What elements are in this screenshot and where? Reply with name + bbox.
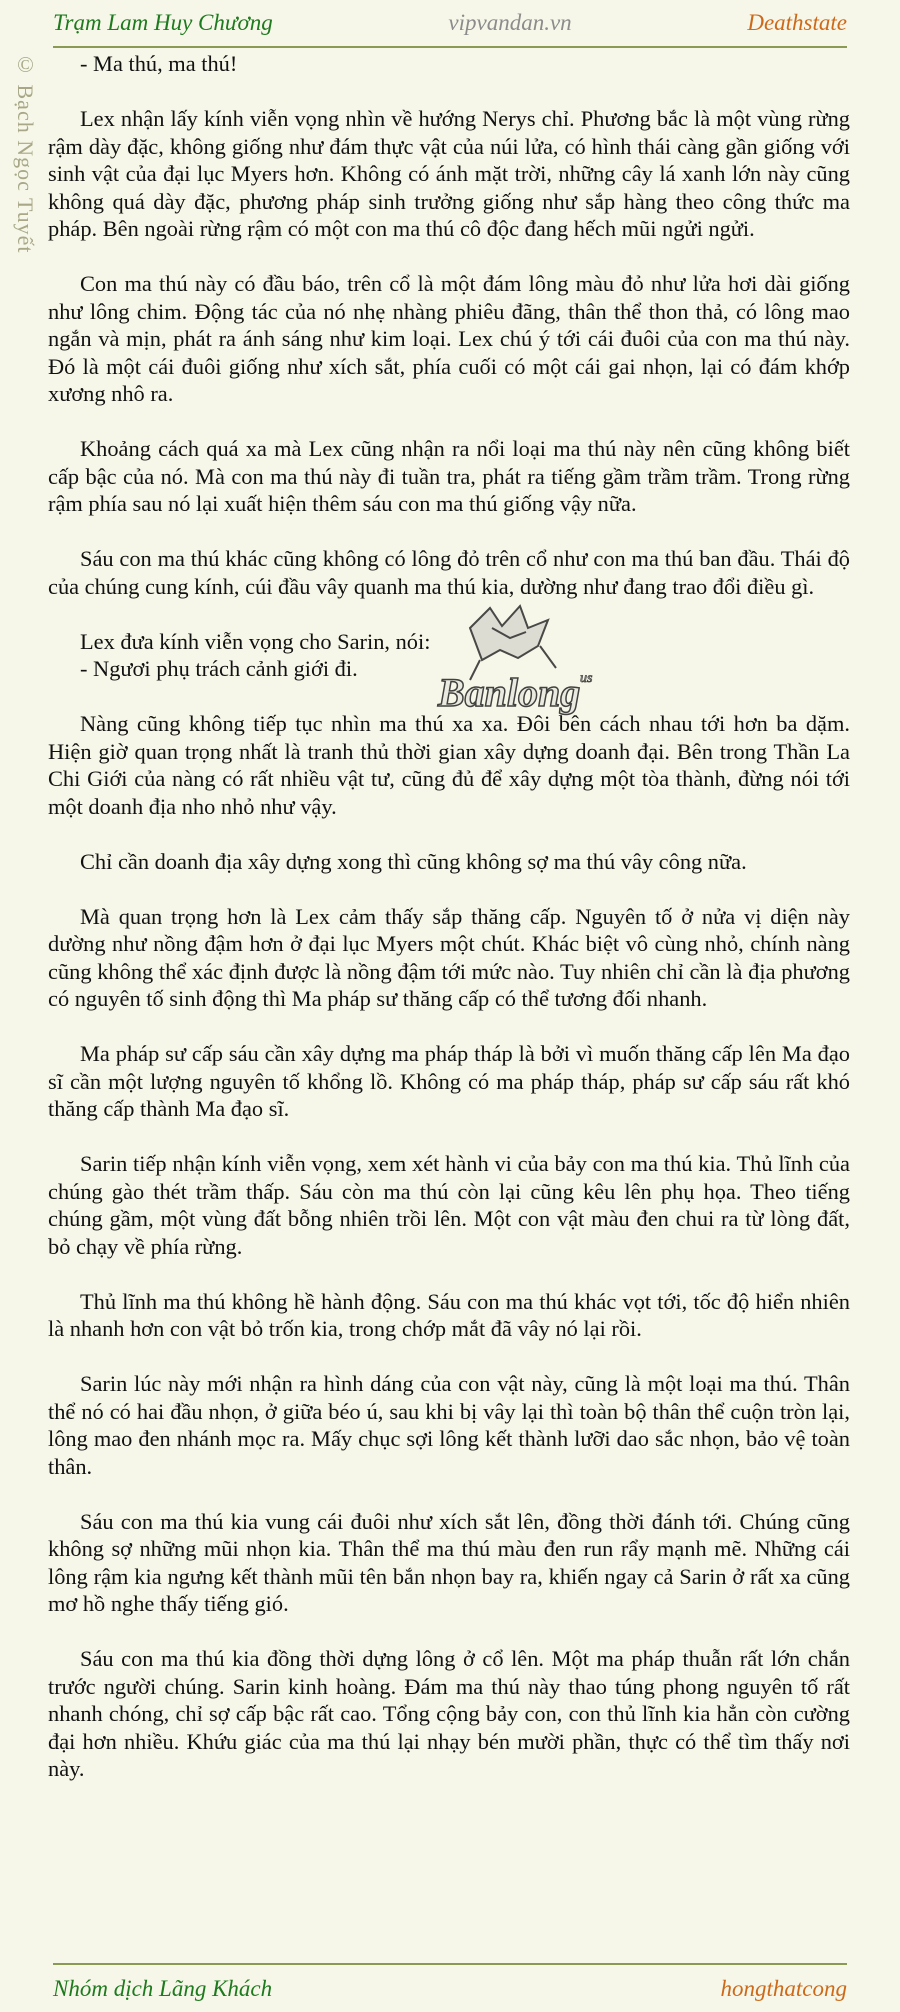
paragraph: Nàng cũng không tiếp tục nhìn ma thú xa xa. Đôi bên cách nhau tới hơn ba dặm. Hiện giờ quan trọng nhất là tranh thủ thời gian xây dựng doanh đại. Bên trong Thần La Chi Giới của nàng có rất nhiều vật tư, cũng đủ để xây dựng một tòa thành, đừng nói tới một doanh địa nho nhỏ như vậy. (48, 711, 850, 819)
watermark-superscript: us (580, 671, 593, 686)
paragraph: Chỉ cần doanh địa xây dựng xong thì cũng không sợ ma thú vây công nữa. (80, 848, 747, 874)
banlong-watermark-logo (430, 598, 600, 738)
footer-editor: hongthatcong (720, 1975, 847, 2001)
paragraph: Sarin tiếp nhận kính viễn vọng, xem xét hành vi của bảy con ma thú kia. Thủ lĩnh của chúng gào thét trầm thấp. Sáu còn ma thú còn lại cũng kêu lên phụ họa. Theo tiếng chúng gầm, một vùng đất bỗng nhiên trồi lên. Một con vật màu đen chui ra từ lòng đất, bỏ chạy về phía rừng. (48, 1151, 850, 1259)
paragraph: Khoảng cách quá xa mà Lex cũng nhận ra nổi loại ma thú này nên cũng không biết cấp bậc của nó. Mà con ma thú này đi tuần tra, phát ra tiếng gầm trầm trầm. Trong rừng rậm phía sau nó lại xuất hiện thêm sáu con ma thú giống vậy nữa. (48, 436, 850, 516)
chapter-body (48, 50, 850, 1810)
paragraph: Ma pháp sư cấp sáu cần xây dựng ma pháp tháp là bởi vì muốn thăng cấp lên Ma đạo sĩ cần một lượng nguyên tố khổng lồ. Không có ma pháp tháp, pháp sư cấp sáu rất khó thăng cấp thành Ma đạo sĩ. (48, 1041, 850, 1121)
header-author: Deathstate (747, 10, 847, 35)
page-footer (53, 1963, 847, 2012)
paragraph: Sáu con ma thú kia vung cái đuôi như xích sắt lên, đồng thời đánh tới. Chúng cũng không sợ những mũi nhọn kia. Thân thể ma thú màu đen run rẩy mạnh mẽ. Những cái lông rậm kia ngưng kết thành mũi tên bắn nhọn bay ra, khiến ngay cả Sarin ở rất xa cũng mơ hồ nghe thấy tiếng gió. (48, 1508, 850, 1616)
paragraph: Sarin lúc này mới nhận ra hình dáng của con vật này, cũng là một loại ma thú. Thân thể nó có hai đầu nhọn, ở giữa béo ú, sau khi bị vây lại thì toàn bộ thân thể cuộn tròn lại, lông mao đen nhánh mọc ra. Mấy chục sợi lông kết thành lưỡi dao sắc nhọn, bảo vệ toàn thân. (48, 1371, 850, 1479)
paragraph: - Ngươi phụ trách cảnh giới đi. (80, 656, 358, 681)
page-header (53, 0, 847, 48)
header-site-name: Trạm Lam Huy Chương (53, 10, 273, 35)
paragraph: Con ma thú này có đầu báo, trên cổ là một đám lông màu đỏ như lửa hơi dài giống như lông chim. Động tác của nó nhẹ nhàng phiêu đãng, thân thể thon thả, có lông mao ngắn và mịn, phát ra ánh sáng như kim loại. Lex chú ý tới cái đuôi của con ma thú này. Đó là một cái đuôi giống như xích sắt, phía cuối có một cái gai nhọn, lại có đám khớp xương nhô ra. (48, 271, 850, 406)
paragraph: Lex đưa kính viễn vọng cho Sarin, nói: (80, 628, 431, 654)
paragraph: Sáu con ma thú khác cũng không có lông đỏ trên cổ như con ma thú ban đầu. Thái độ của chúng cung kính, cúi đầu vây quanh ma thú kia, dường như đang trao đổi điều gì. (48, 546, 850, 599)
footer-translator-group: Nhóm dịch Lãng Khách (53, 1975, 273, 2001)
paragraph: Lex nhận lấy kính viễn vọng nhìn về hướng Nerys chỉ. Phương bắc là một vùng rừng rậm dày đặc, không giống như đám thực vật của núi lửa, có hình thái càng gần giống với sinh vật của đại lục Myers hơn. Không có ánh mặt trời, những cây lá xanh lớn này cũng không quá dày đặc, phương pháp sinh trưởng giống như sắp hàng theo công thức ma pháp. Bên ngoài rừng rậm có một con ma thú cô độc đang hếch mũi ngửi ngửi. (48, 106, 850, 241)
side-credit: © Bạch Ngọc Tuyết (13, 52, 38, 254)
header-domain: vipvandan.vn (448, 10, 572, 35)
paragraph: Mà quan trọng hơn là Lex cảm thấy sắp thăng cấp. Nguyên tố ở nửa vị diện này dường như nồng đậm hơn ở đại lục Myers một chút. Khác biệt vô cùng nhỏ, chính nàng cũng không thể xác định được là nồng đậm tới mức nào. Tuy nhiên chỉ cần là địa phương có nguyên tố sinh động thì Ma pháp sư thăng cấp có thể tương đối nhanh. (48, 903, 850, 1011)
paragraph: Sáu con ma thú kia đồng thời dựng lông ở cổ lên. Một ma pháp thuẫn rất lớn chắn trước người chúng. Sarin kinh hoàng. Đám ma thú này thao túng phong nguyên tố rất nhanh chóng, chỉ sợ cấp bậc rất cao. Tổng cộng bảy con, con thủ lĩnh kia hẳn còn cường đại hơn nhiều. Khứu giác của ma thú lại nhạy bén mười phần, thực có thể tìm thấy nơi này. (48, 1646, 850, 1781)
paragraph: Thủ lĩnh ma thú không hề hành động. Sáu con ma thú khác vọt tới, tốc độ hiển nhiên là nhanh hơn con vật bỏ trốn kia, trong chớp mắt đã vây nó lại rồi. (48, 1288, 850, 1341)
watermark-text: Banlong (438, 670, 581, 715)
paragraph: - Ma thú, ma thú! (80, 51, 238, 76)
